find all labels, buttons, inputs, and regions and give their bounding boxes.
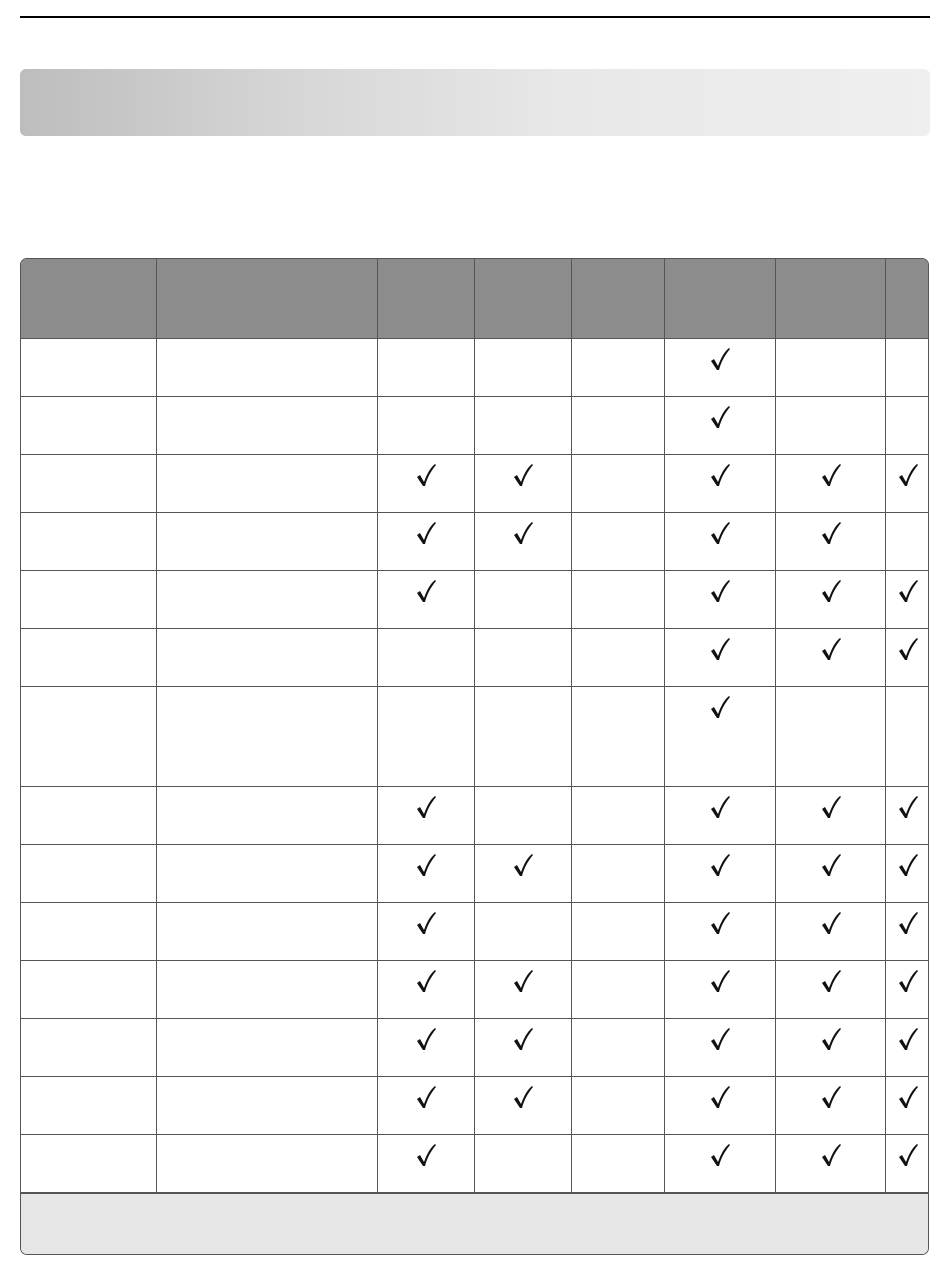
row-description [157,397,378,455]
checkmark-icon [709,1027,731,1051]
check-cell [665,1019,776,1077]
row-description [157,1135,378,1193]
row-description [157,787,378,845]
checkmark-icon [820,637,842,661]
check-cell [475,629,572,687]
check-cell [886,687,930,787]
checkmark-icon [512,1027,534,1051]
checkmark-icon [897,463,919,487]
column-header [572,259,665,339]
check-cell [665,1135,776,1193]
checkmark-icon [415,463,437,487]
check-cell [776,571,886,629]
check-cell [665,787,776,845]
check-cell [572,687,665,787]
check-cell [572,339,665,397]
check-cell [378,1077,475,1135]
row-label [21,339,157,397]
checkmark-icon [512,1085,534,1109]
checkmark-icon [512,853,534,877]
checkmark-icon [512,969,534,993]
check-cell [378,571,475,629]
check-cell [475,687,572,787]
checkmark-icon [709,405,731,429]
checkmark-icon [415,1143,437,1167]
checkmark-icon [709,521,731,545]
column-header [776,259,886,339]
section-banner [20,69,930,136]
checkmark-icon [820,521,842,545]
table-row [21,629,930,687]
checkmark-icon [709,579,731,603]
checkmark-icon [897,853,919,877]
check-cell [475,339,572,397]
check-cell [776,687,886,787]
row-description [157,961,378,1019]
checkmark-icon [897,637,919,661]
check-cell [572,397,665,455]
row-description [157,571,378,629]
check-cell [572,1135,665,1193]
row-description [157,1077,378,1135]
check-cell [378,687,475,787]
check-cell [886,1019,930,1077]
check-cell [475,903,572,961]
checkmark-icon [709,695,731,719]
checkmark-icon [820,911,842,935]
checkmark-icon [820,853,842,877]
check-cell [776,1019,886,1077]
check-cell [886,339,930,397]
checkmark-icon [820,1085,842,1109]
check-cell [378,455,475,513]
check-cell [378,513,475,571]
row-description [157,845,378,903]
checkmark-icon [415,795,437,819]
check-cell [886,903,930,961]
check-cell [665,455,776,513]
checkmark-icon [415,521,437,545]
column-header [157,259,378,339]
table-row [21,961,930,1019]
top-rule [20,16,930,18]
check-cell [665,339,776,397]
check-cell [776,845,886,903]
checkmark-icon [897,969,919,993]
checkmark-icon [820,463,842,487]
table-row [21,571,930,629]
checkmark-icon [897,1085,919,1109]
check-cell [886,513,930,571]
table-body [21,339,930,1193]
check-cell [572,513,665,571]
check-cell [776,629,886,687]
checkmark-icon [709,347,731,371]
check-cell [572,845,665,903]
checkmark-icon [709,969,731,993]
table-footnote [21,1193,928,1254]
check-cell [886,1135,930,1193]
row-label [21,1077,157,1135]
check-cell [776,397,886,455]
compatibility-table [20,258,929,1255]
check-cell [572,571,665,629]
table-row [21,339,930,397]
checkmark-icon [897,795,919,819]
check-cell [665,629,776,687]
check-cell [475,961,572,1019]
row-label [21,513,157,571]
check-cell [665,571,776,629]
checkmark-icon [415,911,437,935]
compatibility-matrix [20,258,929,1193]
check-cell [378,397,475,455]
check-cell [665,961,776,1019]
row-label [21,1135,157,1193]
check-cell [886,455,930,513]
row-label [21,787,157,845]
table-row [21,1135,930,1193]
check-cell [475,1077,572,1135]
check-cell [378,339,475,397]
table-row [21,455,930,513]
row-label [21,903,157,961]
check-cell [776,455,886,513]
checkmark-icon [709,1143,731,1167]
check-cell [475,787,572,845]
check-cell [475,571,572,629]
check-cell [665,845,776,903]
check-cell [886,1077,930,1135]
checkmark-icon [820,1143,842,1167]
checkmark-icon [709,637,731,661]
checkmark-icon [415,579,437,603]
check-cell [776,787,886,845]
check-cell [475,1135,572,1193]
row-label [21,629,157,687]
check-cell [886,961,930,1019]
table-header-row [21,259,930,339]
check-cell [475,845,572,903]
table-row [21,513,930,571]
check-cell [886,629,930,687]
check-cell [572,787,665,845]
checkmark-icon [820,579,842,603]
check-cell [475,455,572,513]
checkmark-icon [709,1085,731,1109]
check-cell [572,961,665,1019]
check-cell [572,455,665,513]
checkmark-icon [897,579,919,603]
table-row [21,687,930,787]
row-description [157,629,378,687]
check-cell [665,397,776,455]
table-row [21,397,930,455]
row-description [157,687,378,787]
checkmark-icon [820,1027,842,1051]
check-cell [572,1019,665,1077]
table-row [21,1077,930,1135]
table-row [21,1019,930,1077]
checkmark-icon [512,463,534,487]
row-description [157,1019,378,1077]
check-cell [665,513,776,571]
check-cell [378,961,475,1019]
column-header [886,259,930,339]
checkmark-icon [415,969,437,993]
row-label [21,397,157,455]
check-cell [665,687,776,787]
check-cell [475,513,572,571]
check-cell [776,1135,886,1193]
row-label [21,571,157,629]
checkmark-icon [897,1027,919,1051]
checkmark-icon [415,853,437,877]
table-row [21,845,930,903]
check-cell [776,961,886,1019]
table-row [21,903,930,961]
row-label [21,455,157,513]
column-header [21,259,157,339]
check-cell [378,1019,475,1077]
row-label [21,1019,157,1077]
column-header [665,259,776,339]
check-cell [475,397,572,455]
column-header [475,259,572,339]
checkmark-icon [820,795,842,819]
table-row [21,787,930,845]
row-description [157,513,378,571]
checkmark-icon [709,795,731,819]
check-cell [665,1077,776,1135]
check-cell [378,845,475,903]
checkmark-icon [820,969,842,993]
check-cell [886,787,930,845]
check-cell [378,787,475,845]
checkmark-icon [512,521,534,545]
check-cell [886,845,930,903]
row-label [21,961,157,1019]
checkmark-icon [709,463,731,487]
check-cell [378,629,475,687]
check-cell [378,1135,475,1193]
checkmark-icon [709,853,731,877]
check-cell [886,571,930,629]
row-description [157,455,378,513]
column-header [378,259,475,339]
check-cell [776,513,886,571]
check-cell [886,397,930,455]
check-cell [572,1077,665,1135]
checkmark-icon [897,1143,919,1167]
checkmark-icon [415,1027,437,1051]
check-cell [572,903,665,961]
check-cell [776,903,886,961]
checkmark-icon [897,911,919,935]
row-description [157,903,378,961]
check-cell [665,903,776,961]
row-label [21,687,157,787]
check-cell [378,903,475,961]
check-cell [475,1019,572,1077]
row-label [21,845,157,903]
checkmark-icon [709,911,731,935]
row-description [157,339,378,397]
check-cell [776,1077,886,1135]
checkmark-icon [415,1085,437,1109]
check-cell [572,629,665,687]
check-cell [776,339,886,397]
